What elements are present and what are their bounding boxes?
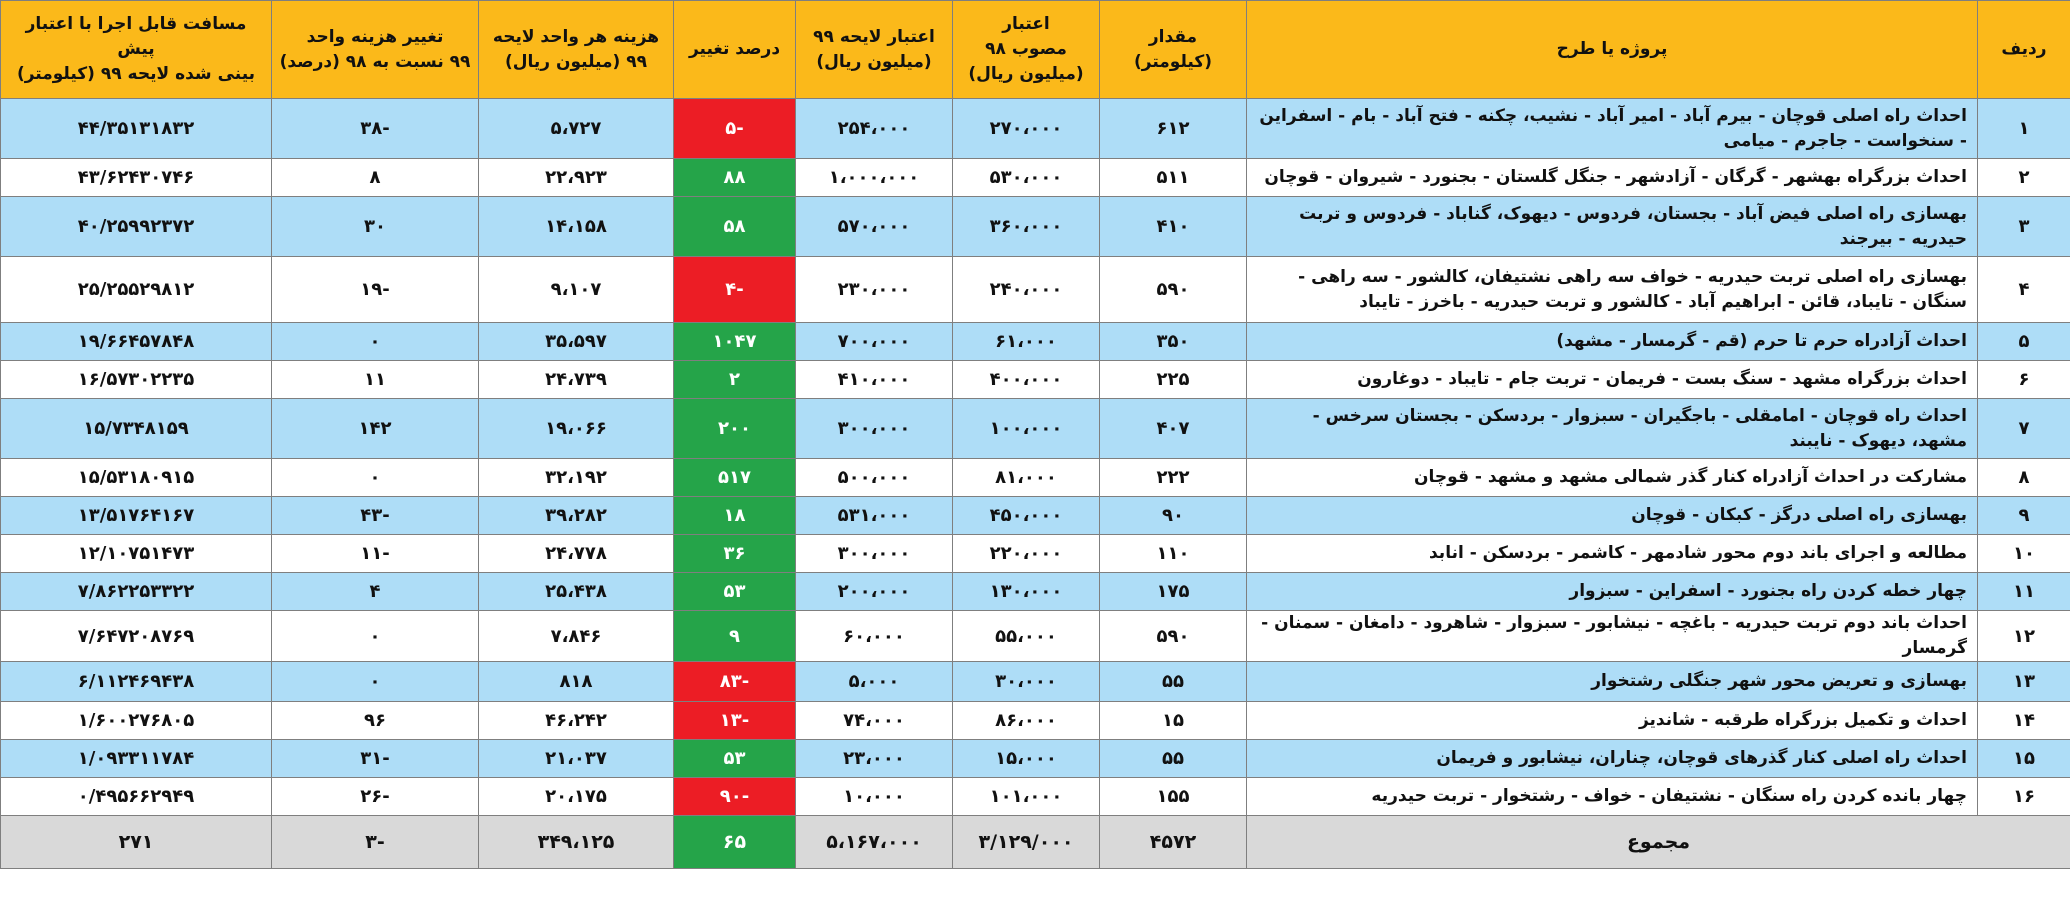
table-row bbox=[1, 497, 2070, 535]
table-row bbox=[1, 535, 2070, 573]
cell-project-name: احداث راه قوچان - امامقلی - باجگیران - سبزوار - بردسکن - بجستان سرخس - مشهد، دیهوک - نایبند bbox=[1247, 399, 1978, 459]
table-row bbox=[1, 323, 2070, 361]
cell-unit-cost: ۳۲،۱۹۲ bbox=[479, 459, 674, 497]
cell-amount: ۵۵ bbox=[1100, 662, 1247, 702]
cell-unit-cost: ۱۴،۱۵۸ bbox=[479, 197, 674, 257]
cell-credit98: ۲۲۰،۰۰۰ bbox=[953, 535, 1100, 573]
cell-unit-change: -۱۱ bbox=[272, 535, 479, 573]
cell-change-pct: -۵ bbox=[674, 99, 796, 159]
cell-project-name: بهسازی و تعریض محور شهر جنگلی رشتخوار bbox=[1247, 662, 1978, 702]
cell-credit99: ۳۰۰،۰۰۰ bbox=[796, 399, 953, 459]
table-row bbox=[1, 159, 2070, 197]
cell-amount: ۱۱۰ bbox=[1100, 535, 1247, 573]
cell-project-name: بهسازی راه اصلی درگز - کبکان - قوچان bbox=[1247, 497, 1978, 535]
cell-unit-change: ۰ bbox=[272, 323, 479, 361]
cell-credit98: ۴۰۰،۰۰۰ bbox=[953, 361, 1100, 399]
cell-amount: ۵۹۰ bbox=[1100, 257, 1247, 323]
header-row-number: ردیف bbox=[1978, 1, 2070, 99]
cell-row-number: ۳ bbox=[1978, 197, 2070, 257]
cell-credit98: ۳۶۰،۰۰۰ bbox=[953, 197, 1100, 257]
cell-unit-change: ۹۶ bbox=[272, 702, 479, 740]
cell-unit-cost: ۲۴،۷۳۹ bbox=[479, 361, 674, 399]
cell-amount: ۲۲۲ bbox=[1100, 459, 1247, 497]
cell-row-number: ۱ bbox=[1978, 99, 2070, 159]
cell-change-pct: -۹۰ bbox=[674, 778, 796, 816]
cell-unit-change: ۱۱ bbox=[272, 361, 479, 399]
table-row bbox=[1, 778, 2070, 816]
cell-row-number: ۲ bbox=[1978, 159, 2070, 197]
cell-row-number: ۹ bbox=[1978, 497, 2070, 535]
cell-credit99: ۵،۰۰۰ bbox=[796, 662, 953, 702]
header-credit99: اعتبار لایحه ۹۹ (میلیون ریال) bbox=[796, 1, 953, 99]
total-row bbox=[1, 816, 2070, 869]
total-amount: ۴۵۷۲ bbox=[1100, 816, 1247, 869]
cell-credit99: ۲۳،۰۰۰ bbox=[796, 740, 953, 778]
cell-project-name: احداث و تکمیل بزرگراه طرقبه - شاندیز bbox=[1247, 702, 1978, 740]
cell-project-name: بهسازی راه اصلی تربت حیدریه - خواف سه راهی نشتیفان، کالشور - سه راهی - سنگان - تایباد، قائن - ابراهیم آباد - کالشور و تربت حیدریه - باخرز - تایباد bbox=[1247, 257, 1978, 323]
cell-credit98: ۸۶،۰۰۰ bbox=[953, 702, 1100, 740]
cell-amount: ۱۷۵ bbox=[1100, 573, 1247, 611]
table-row bbox=[1, 740, 2070, 778]
cell-unit-cost: ۳۹،۲۸۲ bbox=[479, 497, 674, 535]
cell-project-name: احداث آزادراه حرم تا حرم (قم - گرمسار - مشهد) bbox=[1247, 323, 1978, 361]
header-credit98: اعتبار مصوب ۹۸ (میلیون ریال) bbox=[953, 1, 1100, 99]
cell-row-number: ۱۰ bbox=[1978, 535, 2070, 573]
cell-distance: ۱۵/۵۳۱۸۰۹۱۵ bbox=[1, 459, 272, 497]
cell-unit-change: ۰ bbox=[272, 662, 479, 702]
cell-distance: ۱۵/۷۳۴۸۱۵۹ bbox=[1, 399, 272, 459]
cell-project-name: احداث راه اصلی قوچان - بیرم آباد - امیر آباد - نشیب، چکنه - فتح آباد - بام - اسفراین - سنخواست - جاجرم - میامی bbox=[1247, 99, 1978, 159]
cell-row-number: ۱۱ bbox=[1978, 573, 2070, 611]
cell-unit-change: ۱۴۲ bbox=[272, 399, 479, 459]
cell-credit98: ۴۵۰،۰۰۰ bbox=[953, 497, 1100, 535]
header-unit-cost: هزینه هر واحد لایحه ۹۹ (میلیون ریال) bbox=[479, 1, 674, 99]
cell-unit-change: -۲۶ bbox=[272, 778, 479, 816]
total-unit-change: -۳ bbox=[272, 816, 479, 869]
cell-distance: ۱۹/۶۶۴۵۷۸۴۸ bbox=[1, 323, 272, 361]
cell-project-name: احداث باند دوم تربت حیدریه - باغچه - نیشابور - سبزوار - شاهرود - دامغان - سمنان - گرمسار bbox=[1247, 611, 1978, 662]
cell-unit-change: -۱۹ bbox=[272, 257, 479, 323]
cell-unit-change: ۴ bbox=[272, 573, 479, 611]
cell-credit99: ۱۰،۰۰۰ bbox=[796, 778, 953, 816]
cell-unit-cost: ۸۱۸ bbox=[479, 662, 674, 702]
cell-amount: ۲۲۵ bbox=[1100, 361, 1247, 399]
cell-unit-change: ۰ bbox=[272, 611, 479, 662]
cell-amount: ۹۰ bbox=[1100, 497, 1247, 535]
cell-credit99: ۲۵۴،۰۰۰ bbox=[796, 99, 953, 159]
cell-credit99: ۵۷۰،۰۰۰ bbox=[796, 197, 953, 257]
cell-change-pct: ۵۳ bbox=[674, 573, 796, 611]
cell-unit-cost: ۲۱،۰۳۷ bbox=[479, 740, 674, 778]
cell-project-name: بهسازی راه اصلی فیض آباد - بجستان، فردوس - دیهوک، گناباد - فردوس و تربت حیدریه - بیرجند bbox=[1247, 197, 1978, 257]
cell-change-pct: ۵۱۷ bbox=[674, 459, 796, 497]
cell-project-name: مطالعه و اجرای باند دوم محور شادمهر - کاشمر - بردسکن - انابد bbox=[1247, 535, 1978, 573]
cell-credit98: ۲۷۰،۰۰۰ bbox=[953, 99, 1100, 159]
cell-unit-cost: ۲۰،۱۷۵ bbox=[479, 778, 674, 816]
cell-credit98: ۵۵،۰۰۰ bbox=[953, 611, 1100, 662]
cell-distance: ۴۰/۲۵۹۹۲۳۷۲ bbox=[1, 197, 272, 257]
cell-amount: ۶۱۲ bbox=[1100, 99, 1247, 159]
cell-distance: ۶/۱۱۲۴۶۹۴۳۸ bbox=[1, 662, 272, 702]
cell-unit-change: ۰ bbox=[272, 459, 479, 497]
cell-amount: ۱۵ bbox=[1100, 702, 1247, 740]
cell-amount: ۵۱۱ bbox=[1100, 159, 1247, 197]
cell-row-number: ۱۳ bbox=[1978, 662, 2070, 702]
table-row bbox=[1, 257, 2070, 323]
cell-distance: ۱۳/۵۱۷۶۴۱۶۷ bbox=[1, 497, 272, 535]
cell-change-pct: ۲ bbox=[674, 361, 796, 399]
table-row bbox=[1, 662, 2070, 702]
cell-unit-cost: ۲۲،۹۲۳ bbox=[479, 159, 674, 197]
header-row bbox=[1, 1, 2070, 99]
cell-project-name: احداث بزرگراه بهشهر - گرگان - آزادشهر - جنگل گلستان - بجنورد - شیروان - قوچان bbox=[1247, 159, 1978, 197]
cell-credit99: ۴۱۰،۰۰۰ bbox=[796, 361, 953, 399]
cell-row-number: ۷ bbox=[1978, 399, 2070, 459]
cell-unit-cost: ۲۵،۴۳۸ bbox=[479, 573, 674, 611]
cell-change-pct: ۵۳ bbox=[674, 740, 796, 778]
cell-row-number: ۴ bbox=[1978, 257, 2070, 323]
cell-row-number: ۱۴ bbox=[1978, 702, 2070, 740]
cell-distance: ۰/۴۹۵۶۶۲۹۴۹ bbox=[1, 778, 272, 816]
cell-credit99: ۷۴،۰۰۰ bbox=[796, 702, 953, 740]
cell-credit98: ۸۱،۰۰۰ bbox=[953, 459, 1100, 497]
cell-amount: ۵۵ bbox=[1100, 740, 1247, 778]
cell-distance: ۴۴/۳۵۱۳۱۸۳۲ bbox=[1, 99, 272, 159]
cell-row-number: ۱۵ bbox=[1978, 740, 2070, 778]
cell-unit-change: -۳۸ bbox=[272, 99, 479, 159]
total-credit98: ۳/۱۲۹/۰۰۰ bbox=[953, 816, 1100, 869]
cell-credit99: ۲۰۰،۰۰۰ bbox=[796, 573, 953, 611]
cell-distance: ۲۵/۲۵۵۲۹۸۱۲ bbox=[1, 257, 272, 323]
cell-amount: ۵۹۰ bbox=[1100, 611, 1247, 662]
cell-change-pct: ۸۸ bbox=[674, 159, 796, 197]
table-row bbox=[1, 611, 2070, 662]
total-distance: ۲۷۱ bbox=[1, 816, 272, 869]
table-row bbox=[1, 361, 2070, 399]
total-change-pct: ۶۵ bbox=[674, 816, 796, 869]
cell-row-number: ۶ bbox=[1978, 361, 2070, 399]
cell-project-name: احداث بزرگراه مشهد - سنگ بست - فریمان - تربت جام - تایباد - دوغارون bbox=[1247, 361, 1978, 399]
cell-amount: ۴۱۰ bbox=[1100, 197, 1247, 257]
header-project: پروژه یا طرح bbox=[1247, 1, 1978, 99]
cell-amount: ۴۰۷ bbox=[1100, 399, 1247, 459]
cell-credit98: ۱۰۰،۰۰۰ bbox=[953, 399, 1100, 459]
cell-credit99: ۶۰،۰۰۰ bbox=[796, 611, 953, 662]
cell-row-number: ۱۲ bbox=[1978, 611, 2070, 662]
cell-unit-change: ۳۰ bbox=[272, 197, 479, 257]
cell-project-name: احداث راه اصلی کنار گذرهای قوچان، چناران، نیشابور و فریمان bbox=[1247, 740, 1978, 778]
cell-credit98: ۲۴۰،۰۰۰ bbox=[953, 257, 1100, 323]
total-credit99: ۵،۱۶۷،۰۰۰ bbox=[796, 816, 953, 869]
total-unit-cost: ۳۴۹،۱۲۵ bbox=[479, 816, 674, 869]
cell-change-pct: -۸۳ bbox=[674, 662, 796, 702]
table-row bbox=[1, 573, 2070, 611]
table-row bbox=[1, 702, 2070, 740]
cell-unit-cost: ۴۶،۲۴۲ bbox=[479, 702, 674, 740]
cell-unit-cost: ۹،۱۰۷ bbox=[479, 257, 674, 323]
cell-unit-cost: ۳۵،۵۹۷ bbox=[479, 323, 674, 361]
cell-credit99: ۵۳۱،۰۰۰ bbox=[796, 497, 953, 535]
cell-change-pct: ۹ bbox=[674, 611, 796, 662]
cell-project-name: مشارکت در احداث آزادراه کنار گذر شمالی مشهد و مشهد - قوچان bbox=[1247, 459, 1978, 497]
cell-distance: ۱۶/۵۷۳۰۲۲۳۵ bbox=[1, 361, 272, 399]
cell-change-pct: ۱۸ bbox=[674, 497, 796, 535]
table-row bbox=[1, 399, 2070, 459]
cell-unit-cost: ۵،۷۲۷ bbox=[479, 99, 674, 159]
cell-distance: ۴۳/۶۲۴۳۰۷۴۶ bbox=[1, 159, 272, 197]
cell-distance: ۱/۶۰۰۲۷۶۸۰۵ bbox=[1, 702, 272, 740]
table-row bbox=[1, 99, 2070, 159]
cell-project-name: چهار خطه کردن راه بجنورد - اسفراین - سبزوار bbox=[1247, 573, 1978, 611]
cell-row-number: ۱۶ bbox=[1978, 778, 2070, 816]
table-row bbox=[1, 459, 2070, 497]
cell-credit98: ۶۱،۰۰۰ bbox=[953, 323, 1100, 361]
cell-unit-change: -۴۳ bbox=[272, 497, 479, 535]
table-row bbox=[1, 197, 2070, 257]
cell-credit98: ۱۳۰،۰۰۰ bbox=[953, 573, 1100, 611]
total-label: مجموع bbox=[1247, 816, 2070, 869]
header-change-pct: درصد تغییر bbox=[674, 1, 796, 99]
cell-credit98: ۳۰،۰۰۰ bbox=[953, 662, 1100, 702]
header-unit-change: تغییر هزینه واحد ۹۹ نسبت به ۹۸ (درصد) bbox=[272, 1, 479, 99]
cell-credit99: ۷۰۰،۰۰۰ bbox=[796, 323, 953, 361]
cell-credit98: ۵۳۰،۰۰۰ bbox=[953, 159, 1100, 197]
cell-credit98: ۱۵،۰۰۰ bbox=[953, 740, 1100, 778]
header-distance: مسافت قابل اجرا با اعتبار پیش بینی شده لایحه ۹۹ (کیلومتر) bbox=[1, 1, 272, 99]
cell-change-pct: ۲۰۰ bbox=[674, 399, 796, 459]
cell-change-pct: -۱۳ bbox=[674, 702, 796, 740]
cell-change-pct: ۳۶ bbox=[674, 535, 796, 573]
cell-distance: ۷/۸۶۲۲۵۳۳۲۲ bbox=[1, 573, 272, 611]
cell-row-number: ۵ bbox=[1978, 323, 2070, 361]
cell-change-pct: ۵۸ bbox=[674, 197, 796, 257]
cell-credit99: ۱،۰۰۰،۰۰۰ bbox=[796, 159, 953, 197]
cell-distance: ۱۲/۱۰۷۵۱۴۷۳ bbox=[1, 535, 272, 573]
cell-project-name: چهار بانده کردن راه سنگان - نشتیفان - خواف - رشتخوار - تربت حیدریه bbox=[1247, 778, 1978, 816]
cell-credit99: ۲۳۰،۰۰۰ bbox=[796, 257, 953, 323]
cell-unit-cost: ۱۹،۰۶۶ bbox=[479, 399, 674, 459]
cell-row-number: ۸ bbox=[1978, 459, 2070, 497]
cell-unit-change: ۸ bbox=[272, 159, 479, 197]
cell-unit-cost: ۲۴،۷۷۸ bbox=[479, 535, 674, 573]
cell-distance: ۱/۰۹۳۳۱۱۷۸۴ bbox=[1, 740, 272, 778]
cell-credit98: ۱۰۱،۰۰۰ bbox=[953, 778, 1100, 816]
cell-change-pct: -۴ bbox=[674, 257, 796, 323]
cell-credit99: ۳۰۰،۰۰۰ bbox=[796, 535, 953, 573]
cell-credit99: ۵۰۰،۰۰۰ bbox=[796, 459, 953, 497]
cell-unit-change: -۳۱ bbox=[272, 740, 479, 778]
cell-amount: ۳۵۰ bbox=[1100, 323, 1247, 361]
cell-distance: ۷/۶۴۷۲۰۸۷۶۹ bbox=[1, 611, 272, 662]
header-amount: مقدار (کیلومتر) bbox=[1100, 1, 1247, 99]
cell-amount: ۱۵۵ bbox=[1100, 778, 1247, 816]
cell-change-pct: ۱۰۴۷ bbox=[674, 323, 796, 361]
cell-unit-cost: ۷،۸۴۶ bbox=[479, 611, 674, 662]
